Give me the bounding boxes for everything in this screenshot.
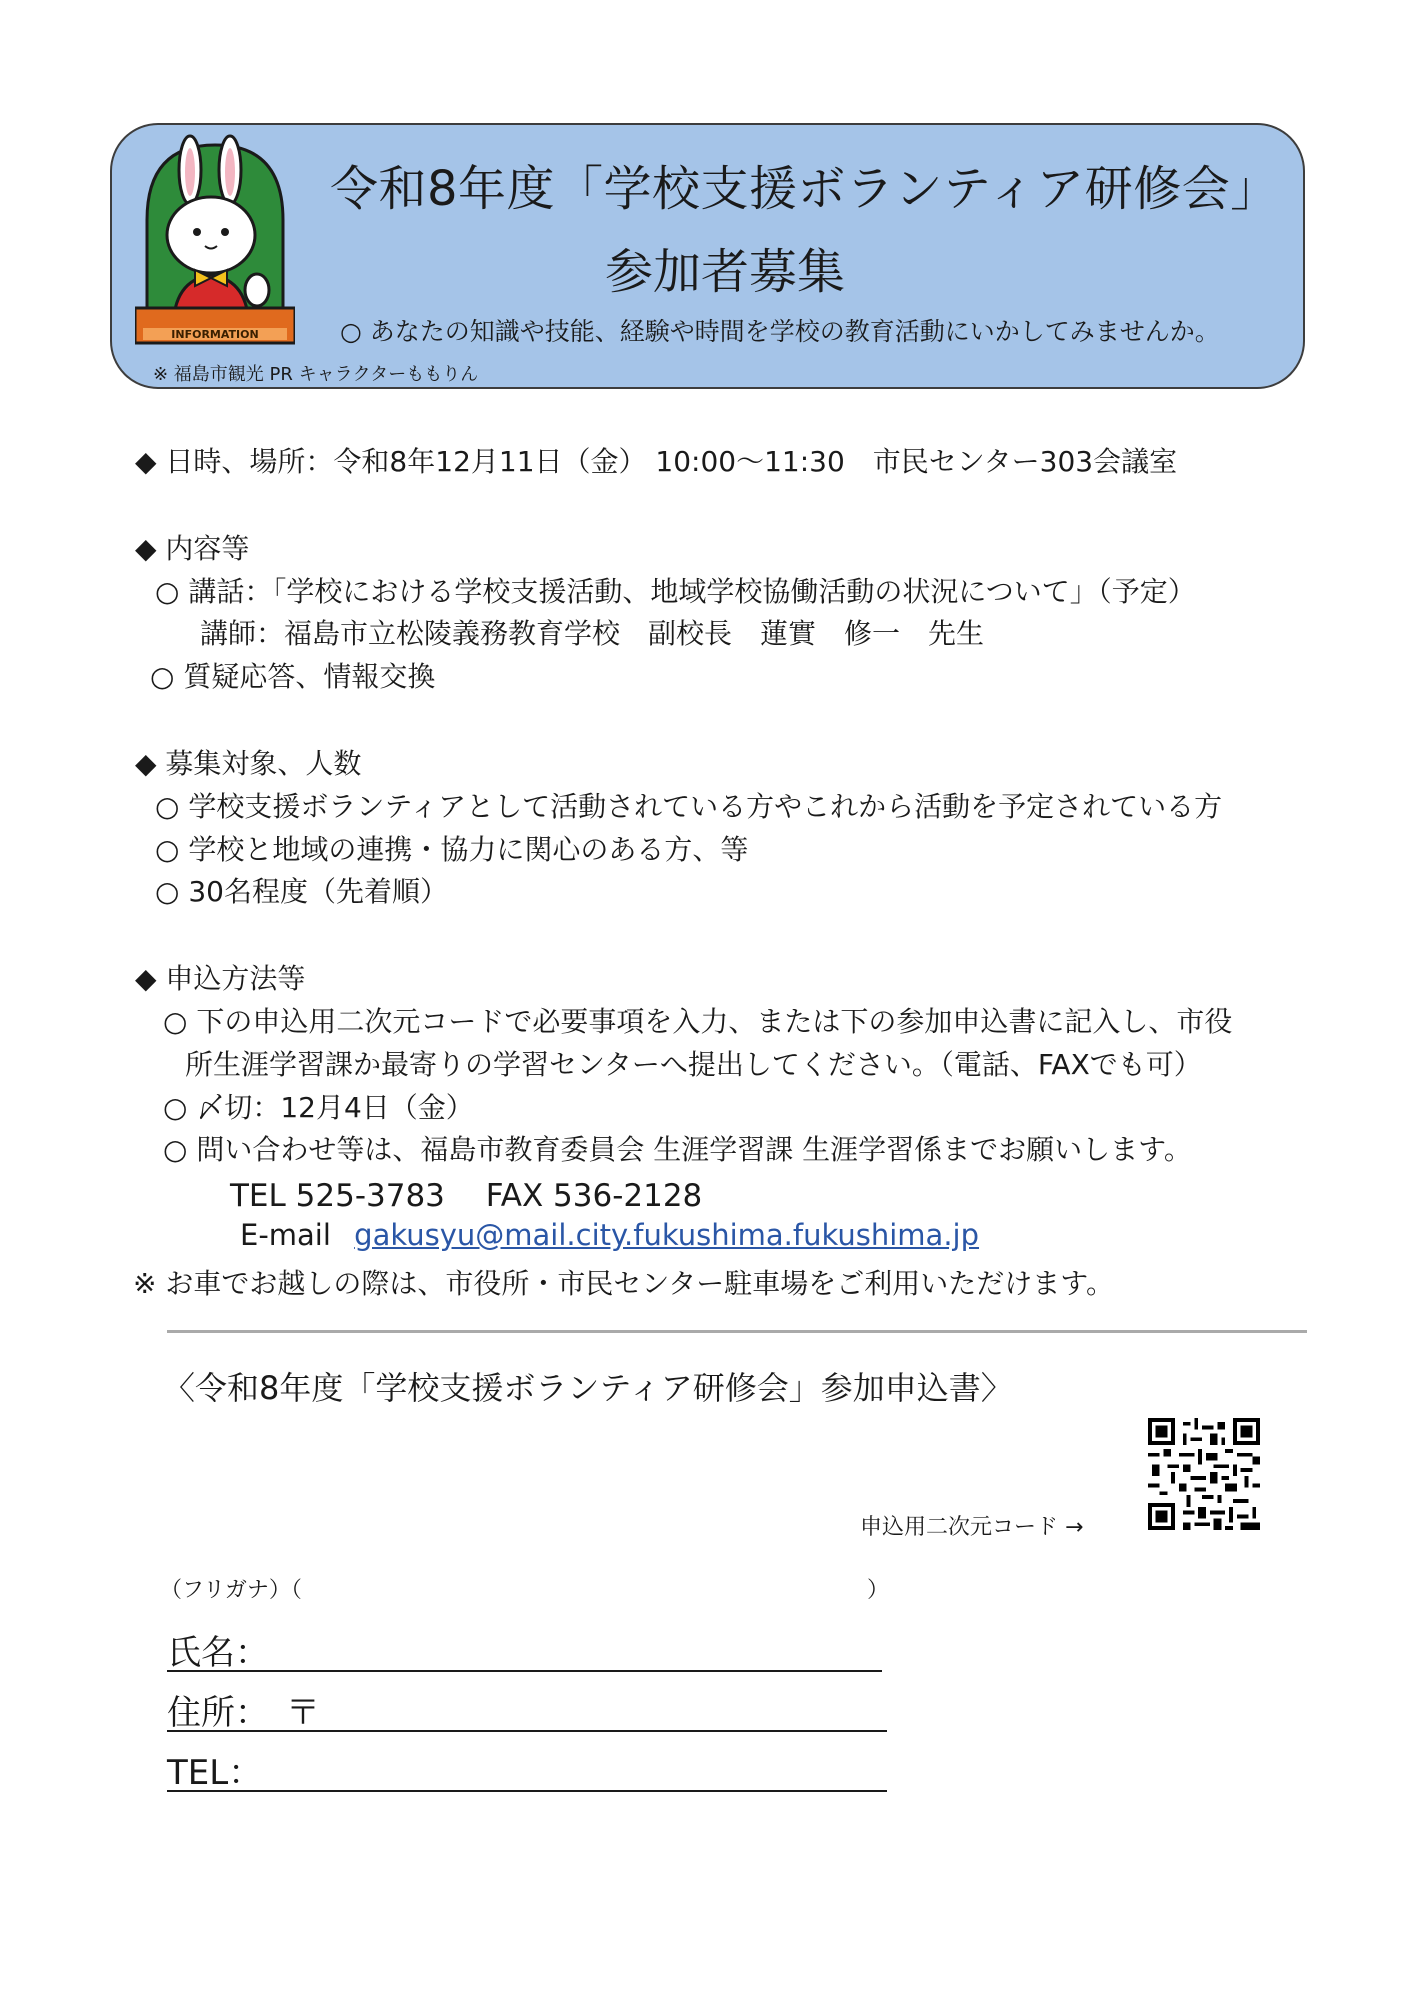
name-field[interactable] xyxy=(167,1670,882,1672)
qr-code-icon[interactable] xyxy=(1148,1418,1260,1530)
apply-deadline: ○ 〆切：12月4日（金） xyxy=(163,1091,474,1124)
name-label: 氏名： xyxy=(167,1633,269,1673)
email-link[interactable]: gakusyu@mail.city.fukushima.fukushima.jp xyxy=(354,1218,980,1252)
mascot-sign-label: INFORMATION xyxy=(171,328,259,341)
qr-code-label: 申込用二次元コード → xyxy=(860,1515,1084,1540)
intro-text: ○ あなたの知識や技能、経験や時間を学校の教育活動にいかしてみませんか。 xyxy=(340,317,1220,346)
page-subtitle: 参加者募集 xyxy=(605,244,846,300)
apply-contact: ○ 問い合わせ等は、福島市教育委員会 生涯学習課 生涯学習係までお願いします。 xyxy=(163,1133,1192,1166)
apply-item-1a: ○ 下の申込用二次元コードで必要事項を入力、または下の参加申込書に記入し、市役 xyxy=(163,1005,1233,1038)
target-item-2: ○ 学校と地域の連携・協力に関心のある方、等 xyxy=(155,833,749,866)
section-divider xyxy=(167,1330,1307,1333)
apply-item-1b: 所生涯学習課か最寄りの学習センターへ提出してください。（電話、FAXでも可） xyxy=(185,1048,1202,1081)
furigana-close: ） xyxy=(867,1578,890,1603)
mascot-rabbit-icon xyxy=(135,130,295,345)
tel-label: TEL： xyxy=(167,1753,263,1793)
furigana-field[interactable] xyxy=(300,1573,860,1603)
datetime-line: ◆ 日時、場所：令和8年12月11日（金） 10:00～11:30 市民センター303会議室 xyxy=(135,445,1178,478)
content-qa: ○ 質疑応答、情報交換 xyxy=(150,660,436,693)
parking-note: ※ お車でお越しの際は、市役所・市民センター駐車場をご利用いただけます。 xyxy=(133,1267,1115,1300)
page-title: 令和8年度「学校支援ボランティア研修会」 xyxy=(330,161,1279,217)
tel-fax: TEL 525-3783 FAX 536-2128 xyxy=(230,1178,703,1214)
apply-heading: ◆ 申込方法等 xyxy=(135,962,306,995)
form-title: 〈令和8年度「学校支援ボランティア研修会」参加申込書〉 xyxy=(163,1369,1013,1407)
target-item-1: ○ 学校支援ボランティアとして活動されている方やこれから活動を予定されている方 xyxy=(155,790,1223,823)
email-label: E-mail xyxy=(240,1218,331,1252)
email-row xyxy=(240,1218,979,1252)
address-label: 住所： 〒 xyxy=(167,1693,320,1733)
furigana-label: （フリガナ）（ xyxy=(160,1578,302,1603)
target-item-3: ○ 30名程度（先着順） xyxy=(155,875,448,908)
content-heading: ◆ 内容等 xyxy=(135,532,250,565)
tel-field[interactable] xyxy=(167,1790,887,1792)
content-lecture: ○ 講話：「学校における学校支援活動、地域学校協働活動の状況について」（予定） xyxy=(155,575,1196,608)
target-heading: ◆ 募集対象、人数 xyxy=(135,747,362,780)
mascot-credit: ※ 福島市観光 PR キャラクターももりん xyxy=(153,364,479,385)
address-field[interactable] xyxy=(167,1730,887,1732)
content-speaker: 講師：福島市立松陵義務教育学校 副校長 蓮實 修一 先生 xyxy=(200,617,985,650)
